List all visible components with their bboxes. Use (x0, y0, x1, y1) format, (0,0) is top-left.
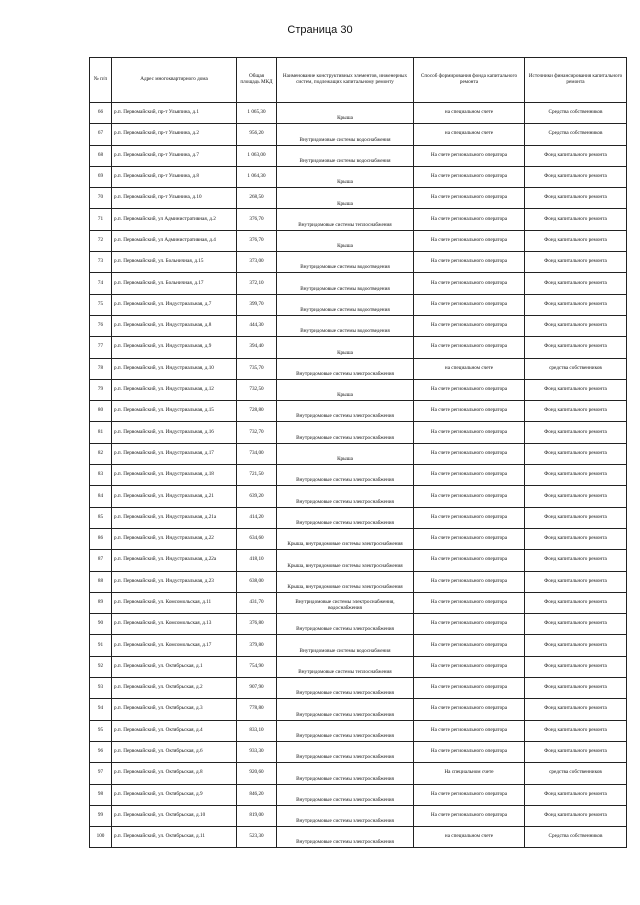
cell-work: Крыша (277, 230, 414, 251)
cell-address: р.п. Первомайский, ул. Индустриальная, д.8 (112, 315, 237, 336)
cell-area: 846,20 (237, 784, 277, 805)
cell-area: 1 064,30 (237, 166, 277, 187)
cell-num: 74 (90, 273, 112, 294)
cell-num: 96 (90, 741, 112, 762)
cell-work: Внутридомовые системы электроснабжения (277, 827, 414, 848)
cell-area: 819,00 (237, 805, 277, 826)
cell-work: Внутридомовые системы электроснабжения (277, 614, 414, 635)
cell-area: 833,10 (237, 720, 277, 741)
cell-method: На счете регионального оператора (414, 784, 525, 805)
cell-address: р.п. Первомайский, ул Административная, д.2 (112, 209, 237, 230)
cell-work: Внутридомовые системы электроснабжения (277, 741, 414, 762)
cell-source: Фонд капитального ремонта (525, 294, 627, 315)
cell-work: Внутридомовые системы электроснабжения (277, 465, 414, 486)
cell-address: р.п. Первомайский, ул. Индустриальная, д.17 (112, 443, 237, 464)
table-row (90, 315, 627, 336)
cell-source: Фонд капитального ремонта (525, 741, 627, 762)
cell-work: Внутридомовые системы электроснабжения (277, 763, 414, 784)
cell-source: Фонд капитального ремонта (525, 465, 627, 486)
table-row (90, 784, 627, 805)
cell-method: На счете регионального оператора (414, 188, 525, 209)
cell-method: На счете регионального оператора (414, 379, 525, 400)
cell-source: Фонд капитального ремонта (525, 379, 627, 400)
cell-work: Крыша, внутридомовые системы электроснабжения (277, 571, 414, 592)
cell-work: Внутридомовые системы электроснабжения (277, 486, 414, 507)
cell-address: р.п. Первомайский, пр-т Ульяпина, д.1 (112, 103, 237, 124)
cell-num: 83 (90, 465, 112, 486)
cell-method: На счете регионального оператора (414, 741, 525, 762)
cell-area: 728,80 (237, 401, 277, 422)
cell-area: 379,80 (237, 635, 277, 656)
table-row (90, 443, 627, 464)
cell-source: Фонд капитального ремонта (525, 528, 627, 549)
cell-source: Фонд капитального ремонта (525, 315, 627, 336)
cell-address: р.п. Первомайский, пр-т Ульянина, д.10 (112, 188, 237, 209)
table-row (90, 550, 627, 571)
cell-method: на специальном счете (414, 103, 525, 124)
cell-method: На счете регионального оператора (414, 507, 525, 528)
cell-num: 94 (90, 699, 112, 720)
cell-num: 82 (90, 443, 112, 464)
table-row (90, 252, 627, 273)
cell-method: На счете регионального оператора (414, 635, 525, 656)
cell-work: Внутридомовые системы электроснабжения (277, 401, 414, 422)
cell-area: 778,80 (237, 699, 277, 720)
cell-method: На счете регионального оператора (414, 550, 525, 571)
cell-address: р.п. Первомайский, ул. Индустриальная, д.18 (112, 465, 237, 486)
cell-source: Фонд капитального ремонта (525, 337, 627, 358)
cell-address: р.п. Первомайский, ул. Индустриальная, д.10 (112, 358, 237, 379)
cell-area: 634,60 (237, 528, 277, 549)
cell-num: 68 (90, 145, 112, 166)
cell-work: Внутридомовые системы электроснабжения, водоснабжения (277, 592, 414, 613)
cell-method: На счете регионального оператора (414, 678, 525, 699)
cell-address: р.п. Первомайский, ул. Индустриальная, д.23 (112, 571, 237, 592)
table-row (90, 528, 627, 549)
cell-source: Фонд капитального ремонта (525, 720, 627, 741)
cell-address: р.п. Первомайский, ул. Октябрьская, д.2 (112, 678, 237, 699)
cell-source: Фонд капитального ремонта (525, 614, 627, 635)
cell-num: 72 (90, 230, 112, 251)
cell-num: 80 (90, 401, 112, 422)
cell-num: 89 (90, 592, 112, 613)
cell-work: Внутридомовые системы водоснабжения (277, 635, 414, 656)
cell-address: р.п. Первомайский, ул. Больничная, д.17 (112, 273, 237, 294)
cell-source: средства собственников (525, 763, 627, 784)
cell-area: 732,50 (237, 379, 277, 400)
table-row (90, 465, 627, 486)
cell-address: р.п. Первомайский, ул. Индустриальная, д.12 (112, 379, 237, 400)
cell-source: Фонд капитального ремонта (525, 678, 627, 699)
header-address: Адрес многоквартирного дома (112, 58, 237, 103)
cell-source: Фонд капитального ремонта (525, 188, 627, 209)
cell-work: Внутридомовые системы электроснабжения (277, 699, 414, 720)
cell-work: Внутридомовые системы электроснабжения (277, 720, 414, 741)
cell-source: Фонд капитального ремонта (525, 166, 627, 187)
cell-work: Внутридомовые системы теплоснабжения (277, 209, 414, 230)
cell-work: Крыша (277, 103, 414, 124)
cell-area: 956,20 (237, 124, 277, 145)
cell-address: р.п. Первомайский, ул. Индустриальная, д.22а (112, 550, 237, 571)
cell-area: 399,70 (237, 294, 277, 315)
cell-source: Фонд капитального ремонта (525, 422, 627, 443)
table-row (90, 741, 627, 762)
header-source: Источники финансирования капитального ремонта (525, 58, 627, 103)
table-header-row (90, 58, 627, 103)
cell-area: 376,70 (237, 209, 277, 230)
cell-area: 414,20 (237, 507, 277, 528)
cell-method: На счете регионального оператора (414, 465, 525, 486)
cell-source: Фонд капитального ремонта (525, 805, 627, 826)
cell-num: 93 (90, 678, 112, 699)
cell-work: Крыша, внутридомовые системы электроснабжения (277, 550, 414, 571)
cell-num: 99 (90, 805, 112, 826)
cell-num: 92 (90, 656, 112, 677)
cell-source: Фонд капитального ремонта (525, 401, 627, 422)
table-row (90, 507, 627, 528)
cell-method: На специальном счете (414, 763, 525, 784)
cell-method: На счете регионального оператора (414, 166, 525, 187)
table-row (90, 763, 627, 784)
cell-num: 67 (90, 124, 112, 145)
cell-source: Фонд капитального ремонта (525, 252, 627, 273)
cell-method: На счете регионального оператора (414, 592, 525, 613)
table-row (90, 358, 627, 379)
header-area: Общая площадь МКД (237, 58, 277, 103)
table-row (90, 699, 627, 720)
cell-source: Фонд капитального ремонта (525, 486, 627, 507)
cell-method: На счете регионального оператора (414, 422, 525, 443)
cell-work: Внутридомовые системы водоотведения (277, 273, 414, 294)
table-row (90, 486, 627, 507)
cell-method: На счете регионального оператора (414, 656, 525, 677)
table-row (90, 145, 627, 166)
table-row (90, 273, 627, 294)
cell-method: На счете регионального оператора (414, 571, 525, 592)
cell-area: 933,30 (237, 741, 277, 762)
cell-address: р.п. Первомайский, ул. Комсомольская, д.11 (112, 592, 237, 613)
cell-work: Внутридомовые системы водоотведения (277, 294, 414, 315)
cell-area: 373,00 (237, 252, 277, 273)
cell-method: На счете регионального оператора (414, 252, 525, 273)
cell-num: 97 (90, 763, 112, 784)
cell-method: на специальном счете (414, 124, 525, 145)
table-row (90, 571, 627, 592)
table-row (90, 805, 627, 826)
cell-area: 721,50 (237, 465, 277, 486)
table-row (90, 188, 627, 209)
table-row (90, 656, 627, 677)
cell-address: р.п. Первомайский, пр-т Ульянина, д.8 (112, 166, 237, 187)
cell-address: р.п. Первомайский, пр-т Ульянина, д.2 (112, 124, 237, 145)
cell-work: Крыша (277, 188, 414, 209)
cell-method: На счете регионального оператора (414, 145, 525, 166)
cell-num: 95 (90, 720, 112, 741)
cell-source: Фонд капитального ремонта (525, 209, 627, 230)
cell-source: Фонд капитального ремонта (525, 507, 627, 528)
cell-source: средства собственников (525, 358, 627, 379)
cell-source: Средства собственников (525, 124, 627, 145)
cell-address: р.п. Первомайский, ул. Октябрьская, д.11 (112, 827, 237, 848)
cell-num: 77 (90, 337, 112, 358)
cell-address: р.п. Первомайский, ул. Индустриальная, д.15 (112, 401, 237, 422)
cell-work: Внутридомовые системы водоснабжения (277, 145, 414, 166)
cell-work: Внутридомовые системы водоотведения (277, 252, 414, 273)
cell-source: Средства собственников (525, 827, 627, 848)
repair-table (89, 57, 627, 848)
cell-area: 735,70 (237, 358, 277, 379)
cell-source: Фонд капитального ремонта (525, 273, 627, 294)
cell-source: Фонд капитального ремонта (525, 230, 627, 251)
cell-num: 85 (90, 507, 112, 528)
cell-area: 734,00 (237, 443, 277, 464)
cell-method: На счете регионального оператора (414, 230, 525, 251)
cell-address: р.п. Первомайский, ул. Октябрьская, д.10 (112, 805, 237, 826)
cell-area: 639,20 (237, 486, 277, 507)
cell-source: Фонд капитального ремонта (525, 784, 627, 805)
cell-area: 376,80 (237, 614, 277, 635)
table-row (90, 124, 627, 145)
cell-address: р.п. Первомайский, ул. Индустриальная, д.16 (112, 422, 237, 443)
table-row (90, 337, 627, 358)
cell-num: 73 (90, 252, 112, 273)
cell-source: Фонд капитального ремонта (525, 443, 627, 464)
table-row (90, 401, 627, 422)
cell-work: Внутридомовые системы электроснабжения (277, 422, 414, 443)
cell-method: На счете регионального оператора (414, 443, 525, 464)
cell-address: р.п. Первомайский, ул. Индустриальная, д.7 (112, 294, 237, 315)
cell-address: р.п. Первомайский, ул. Индустриальная, д.21а (112, 507, 237, 528)
cell-num: 91 (90, 635, 112, 656)
cell-num: 66 (90, 103, 112, 124)
cell-num: 84 (90, 486, 112, 507)
cell-address: р.п. Первомайский, ул. Больничная, д.15 (112, 252, 237, 273)
table-row (90, 379, 627, 400)
cell-work: Внутридомовые системы электроснабжения (277, 805, 414, 826)
cell-area: 638,00 (237, 571, 277, 592)
cell-num: 69 (90, 166, 112, 187)
table-row (90, 592, 627, 613)
cell-method: На счете регионального оператора (414, 315, 525, 336)
cell-work: Внутридомовые системы электроснабжения (277, 358, 414, 379)
cell-source: Фонд капитального ремонта (525, 592, 627, 613)
cell-method: На счете регионального оператора (414, 294, 525, 315)
table-row (90, 422, 627, 443)
table-row (90, 166, 627, 187)
cell-work: Крыша (277, 379, 414, 400)
page-title: Страница 30 (287, 24, 353, 36)
cell-area: 372,10 (237, 273, 277, 294)
cell-area: 431,70 (237, 592, 277, 613)
cell-work: Внутридомовые системы водоотведения (277, 315, 414, 336)
cell-source: Фонд капитального ремонта (525, 656, 627, 677)
cell-area: 268,50 (237, 188, 277, 209)
cell-method: На счете регионального оператора (414, 273, 525, 294)
cell-method: на специальном счете (414, 827, 525, 848)
cell-area: 523,30 (237, 827, 277, 848)
cell-method: На счете регионального оператора (414, 699, 525, 720)
cell-address: р.п. Первомайский, ул. Октябрьская, д.4 (112, 720, 237, 741)
cell-num: 98 (90, 784, 112, 805)
cell-area: 418,10 (237, 550, 277, 571)
cell-num: 87 (90, 550, 112, 571)
cell-method: На счете регионального оператора (414, 401, 525, 422)
cell-work: Внутридомовые системы электроснабжения (277, 784, 414, 805)
cell-method: На счете регионального оператора (414, 486, 525, 507)
cell-num: 100 (90, 827, 112, 848)
cell-method: На счете регионального оператора (414, 528, 525, 549)
cell-area: 394,40 (237, 337, 277, 358)
cell-area: 1 065,30 (237, 103, 277, 124)
cell-source: Фонд капитального ремонта (525, 550, 627, 571)
cell-method: на специальном счете (414, 358, 525, 379)
cell-address: р.п. Первомайский, ул. Октябрьская, д.8 (112, 763, 237, 784)
cell-address: р.п. Первомайский, ул. Октябрьская, д.9 (112, 784, 237, 805)
cell-method: На счете регионального оператора (414, 720, 525, 741)
cell-area: 444,30 (237, 315, 277, 336)
cell-num: 76 (90, 315, 112, 336)
table-row (90, 614, 627, 635)
table-row (90, 230, 627, 251)
cell-address: р.п. Первомайский, ул. Индустриальная, д.22 (112, 528, 237, 549)
header-num: № п/п (90, 58, 112, 103)
cell-address: р.п. Первомайский, пр-т Ульянина, д.7 (112, 145, 237, 166)
table-row (90, 294, 627, 315)
cell-area: 907,90 (237, 678, 277, 699)
cell-address: р.п. Первомайский, ул. Комсомольская, д.17 (112, 635, 237, 656)
cell-num: 86 (90, 528, 112, 549)
cell-num: 71 (90, 209, 112, 230)
cell-num: 81 (90, 422, 112, 443)
cell-area: 920,60 (237, 763, 277, 784)
cell-address: р.п. Первомайский, ул. Индустриальная, д.9 (112, 337, 237, 358)
cell-work: Крыша (277, 166, 414, 187)
table-row (90, 209, 627, 230)
cell-area: 1 063,00 (237, 145, 277, 166)
table-row (90, 720, 627, 741)
header-work: Наименование конструктивных элементов, инженерных систем, подлежащих капитальному ремонту (277, 58, 414, 103)
cell-work: Внутридомовые системы электроснабжения (277, 678, 414, 699)
cell-area: 754,90 (237, 656, 277, 677)
cell-method: На счете регионального оператора (414, 337, 525, 358)
table-row (90, 103, 627, 124)
cell-address: р.п. Первомайский, ул. Индустриальная, д.21 (112, 486, 237, 507)
cell-work: Крыша, внутридомовые системы электроснабжения (277, 528, 414, 549)
cell-address: р.п. Первомайский, ул. Комсомольская, д.13 (112, 614, 237, 635)
cell-num: 75 (90, 294, 112, 315)
cell-num: 70 (90, 188, 112, 209)
cell-work: Внутридомовые системы электроснабжения (277, 507, 414, 528)
cell-num: 79 (90, 379, 112, 400)
cell-area: 732,70 (237, 422, 277, 443)
cell-num: 90 (90, 614, 112, 635)
cell-work: Внутридомовые системы теплоснабжения (277, 656, 414, 677)
cell-source: Средства собственников (525, 103, 627, 124)
cell-address: р.п. Первомайский, ул. Октябрьская, д.6 (112, 741, 237, 762)
cell-source: Фонд капитального ремонта (525, 635, 627, 656)
header-method: Способ формирования фонда капитального ремонта (414, 58, 525, 103)
table-row (90, 678, 627, 699)
table-body (90, 103, 627, 848)
table-row (90, 635, 627, 656)
cell-source: Фонд капитального ремонта (525, 699, 627, 720)
cell-method: На счете регионального оператора (414, 805, 525, 826)
cell-num: 88 (90, 571, 112, 592)
cell-source: Фонд капитального ремонта (525, 571, 627, 592)
cell-work: Внутридомовые системы водоснабжения (277, 124, 414, 145)
table-row (90, 827, 627, 848)
cell-address: р.п. Первомайский, ул. Октябрьская, д.1 (112, 656, 237, 677)
cell-source: Фонд капитального ремонта (525, 145, 627, 166)
cell-work: Крыша (277, 443, 414, 464)
cell-address: р.п. Первомайский, ул Административная, д.4 (112, 230, 237, 251)
cell-num: 78 (90, 358, 112, 379)
cell-method: На счете регионального оператора (414, 209, 525, 230)
cell-work: Крыша (277, 337, 414, 358)
cell-method: На счете регионального оператора (414, 614, 525, 635)
cell-address: р.п. Первомайский, ул. Октябрьская, д.3 (112, 699, 237, 720)
cell-area: 376,70 (237, 230, 277, 251)
